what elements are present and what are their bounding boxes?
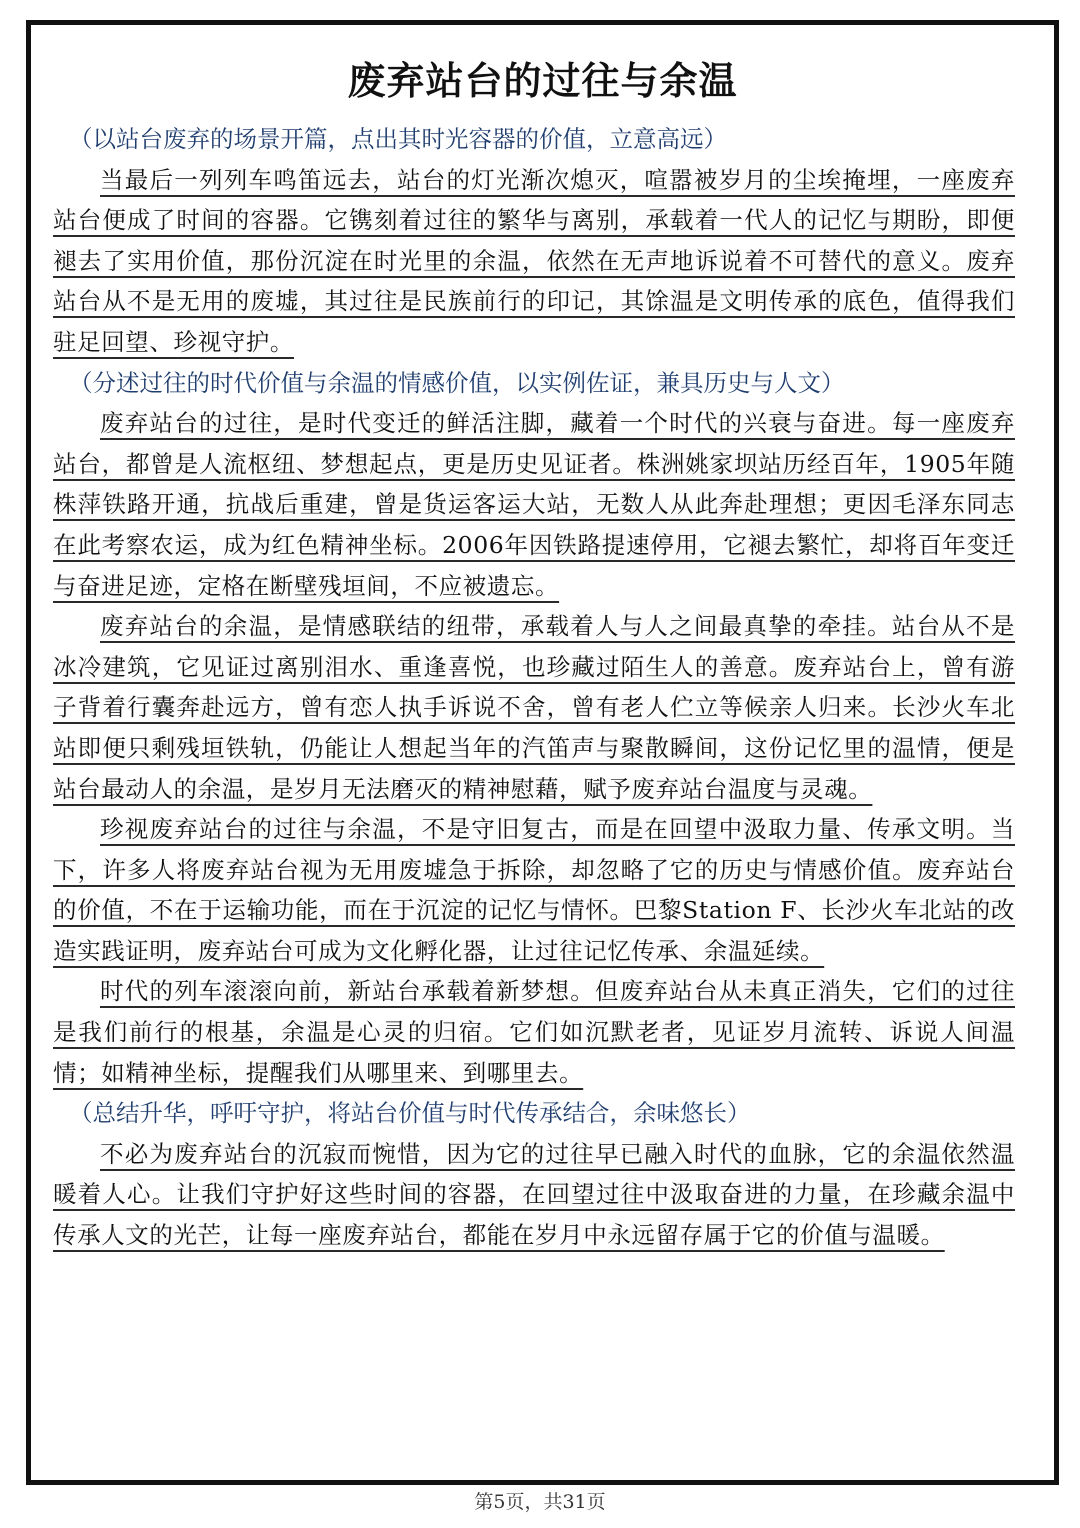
essay-title: 废弃站台的过往与余温 [347, 59, 738, 103]
page-frame [26, 20, 1059, 1485]
paragraph-body-4 [53, 971, 1015, 1093]
section-note-opening: （以站台废弃的场景开篇，点出其时光容器的价值，立意高远） [69, 125, 727, 153]
paragraph-body-3 [53, 809, 1015, 971]
paragraph-body-2 [53, 606, 1015, 809]
paragraph-text: 珍视废弃站台的过往与余温，不是守旧复古，而是在回望中汲取力量、传承文明。当下，许多人将废弃站台视为无用废墟急于拆除，却忽略了它的历史与情感价值。废弃站台的价值，不在于运输功能，而在于沉淀的记忆与情怀。巴黎Station F、长沙火车北站的改造实践证明，废弃站台可成为文化孵化器，让过往记忆传承、余温延续。 [53, 815, 1015, 965]
paragraph-text: 时代的列车滚滚向前，新站台承载着新梦想。但废弃站台从未真正消失，它们的过往是我们前行的根基，余温是心灵的归宿。它们如沉默老者，见证岁月流转、诉说人间温情；如精神坐标，提醒我们从哪里来、到哪里去。 [53, 977, 1015, 1087]
paragraph-text: 废弃站台的余温，是情感联结的纽带，承载着人与人之间最真挚的牵挂。站台从不是冰冷建筑，它见证过离别泪水、重逢喜悦，也珍藏过陌生人的善意。废弃站台上，曾有游子背着行囊奔赴远方，曾有恋人执手诉说不舍，曾有老人伫立等候亲人归来。长沙火车北站即便只剩残垣铁轨，仍能让人想起当年的汽笛声与聚散瞬间，这份记忆里的温情，便是站台最动人的余温，是岁月无法磨灭的精神慰藉，赋予废弃站台温度与灵魂。 [53, 612, 1015, 803]
paragraph-text: 废弃站台的过往，是时代变迁的鲜活注脚，藏着一个时代的兴衰与奋进。每一座废弃站台，都曾是人流枢纽、梦想起点，更是历史见证者。株洲姚家坝站历经百年，1905年随株萍铁路开通，抗战后重建，曾是货运客运大站，无数人从此奔赴理想；更因毛泽东同志在此考察农运，成为红色精神坐标。2006年因铁路提速停用，它褪去繁忙，却将百年变迁与奋进足迹，定格在断壁残垣间，不应被遗忘。 [53, 409, 1015, 600]
paragraph-body-1 [53, 403, 1015, 606]
section-note-body: （分述过往的时代价值与余温的情感价值，以实例佐证，兼具历史与人文） [69, 368, 845, 397]
section-note-conclusion: （总结升华，呼吁守护，将站台价值与时代传承结合，余味悠长） [69, 1099, 751, 1128]
paragraph-text: 不必为废弃站台的沉寂而惋惜，因为它的过往早已融入时代的血脉，它的余温依然温暖着人心。让我们守护好这些时间的容器，在回望过往中汲取奋进的力量，在珍藏余温中传承人文的光芒，让每一座废弃站台，都能在岁月中永远留存属于它的价值与温暖。 [53, 1139, 1015, 1250]
essay-body [53, 119, 1015, 1256]
paragraph-conclusion [53, 1134, 1015, 1256]
paragraph-opening [53, 160, 1015, 363]
paragraph-text: 当最后一列列车鸣笛远去，站台的灯光渐次熄灭，喧嚣被岁月的尘埃掩埋，一座废弃站台便成了时间的容器。它镌刻着过往的繁华与离别，承载着一代人的记忆与期盼，即便褪去了实用价值，那份沉淀在时光里的余温，依然在无声地诉说着不可替代的意义。废弃站台从不是无用的废墟，其过往是民族前行的印记，其馀温是文明传承的底色，值得我们驻足回望、珍视守护。 [53, 165, 1015, 356]
page-number: 第5页，共31页 [474, 1491, 606, 1513]
